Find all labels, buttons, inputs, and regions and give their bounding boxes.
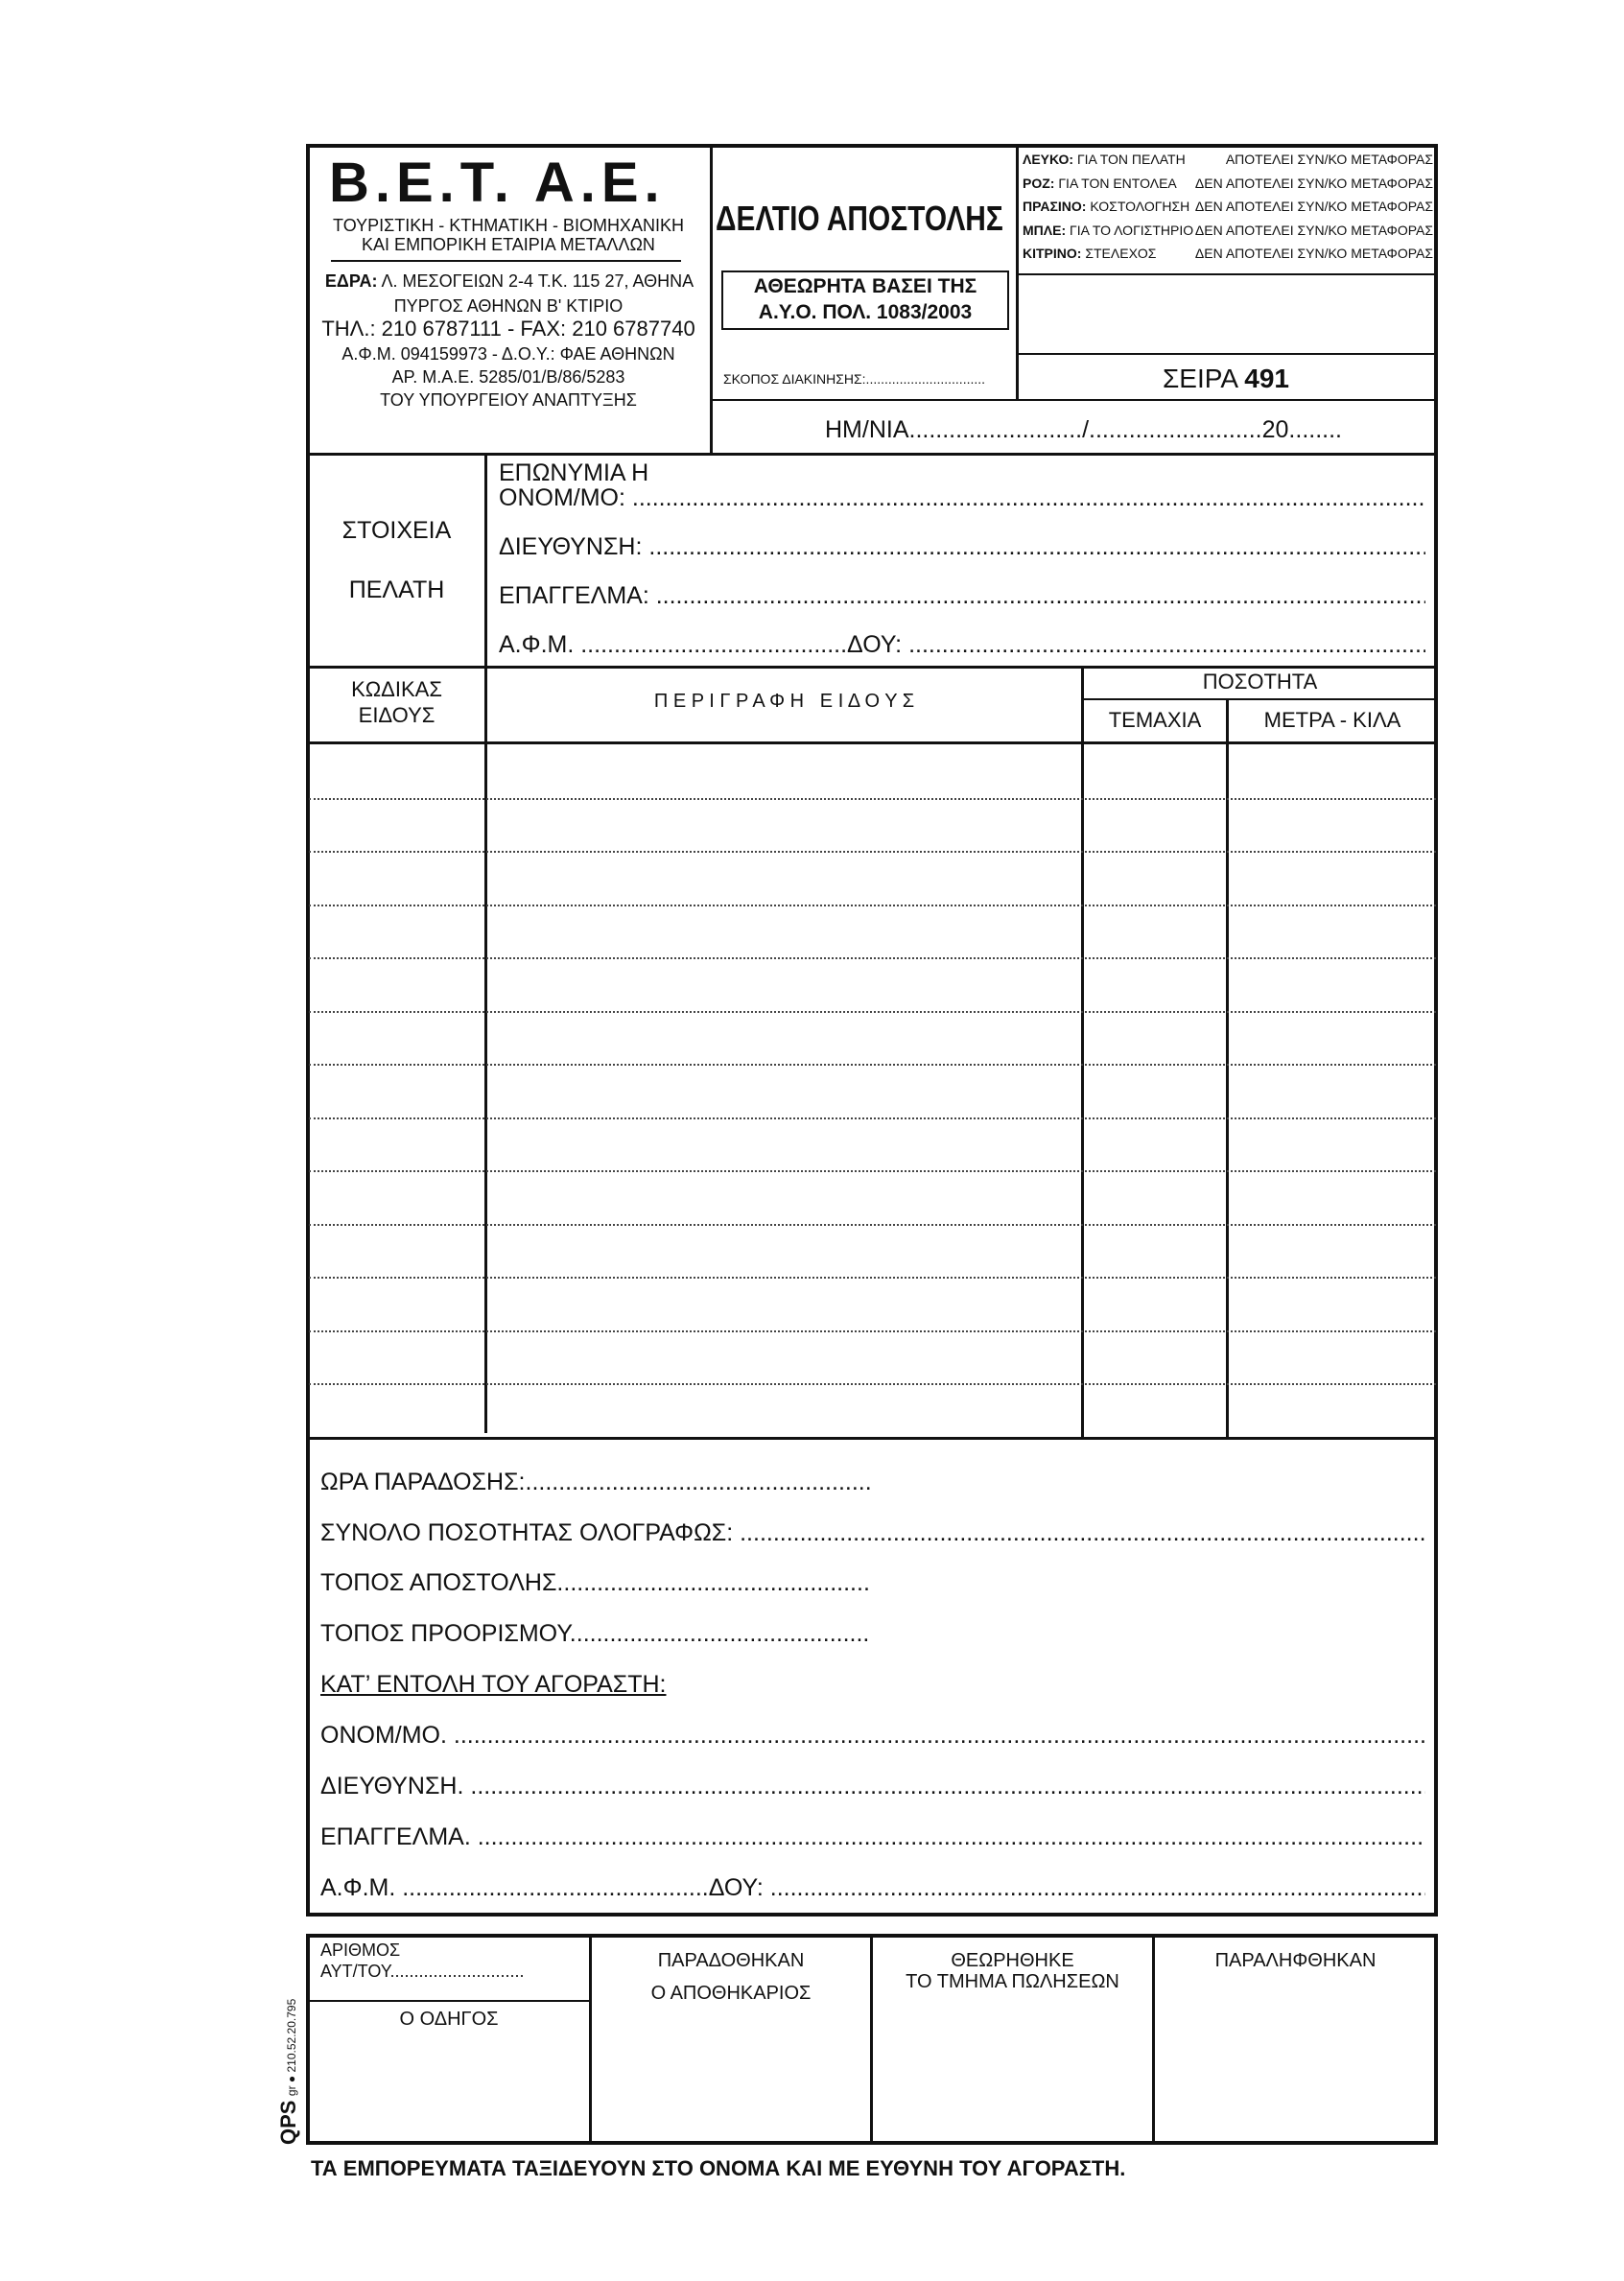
copy-row (1023, 152, 1433, 173)
copy-color: ΠΡΑΣΙΝΟ: (1023, 199, 1087, 214)
header-divider-2 (1016, 144, 1019, 401)
exempt-line-1: ΑΘΕΩΡΗΤΑ ΒΑΣΕΙ ΤΗΣ (753, 275, 977, 297)
delivery-time-field[interactable]: ΩΡΑ ΠΑΡΑΔΟΣΗΣ:.................................................... (320, 1469, 872, 1495)
total-quantity-field[interactable] (320, 1521, 1425, 1545)
meters-header: ΜΕΤΡΑ - ΚΙΛΑ (1263, 708, 1401, 732)
copy-recipient: ΚΟΣΤΟΛΟΓΗΣΗ (1090, 199, 1190, 214)
table-row[interactable] (309, 1330, 1436, 1384)
customer-address-label: ΔΙΕΥΘΥΝΣΗ: (499, 535, 643, 559)
header-divider-1 (710, 144, 713, 454)
copy-recipient: ΓΙΑ ΤΟΝ ΠΕΛΑΤΗ (1076, 152, 1186, 167)
company-name: B.E.T. A.E. (329, 152, 666, 214)
header-bottom-line (306, 453, 1436, 456)
delivered-label: ΠΑΡΑΔΟΘΗΚΑΝ (657, 1950, 805, 1971)
table-row[interactable] (309, 1011, 1436, 1065)
copy-note: ΑΠΟΤΕΛΕΙ ΣΥΝ/ΚΟ ΜΕΤΑΦΟΡΑΣ (1225, 152, 1433, 167)
sales-label: ΤΟ ΤΜΗΜΑ ΠΩΛΗΣΕΩΝ (906, 1971, 1119, 1992)
company-seat (311, 272, 708, 290)
copy-color: ΜΠΛΕ: (1023, 222, 1067, 238)
customer-afm-label: Α.Φ.Μ. ........................................ΔΟΥ: (499, 633, 903, 657)
copy-destination (1023, 246, 1156, 261)
items-bottom-line (306, 1437, 1436, 1440)
table-row[interactable] (309, 851, 1436, 905)
company-phone: ΤΗΛ.: 210 6787111 - FAX: 210 6787740 (321, 317, 695, 341)
copy-note: ΔΕΝ ΑΠΟΤΕΛΕΙ ΣΥΝ/ΚΟ ΜΕΤΑΦΟΡΑΣ (1194, 175, 1433, 191)
company-desc-2: ΚΑΙ ΕΜΠΟΡΙΚΗ ΕΤΑΙΡΙΑ ΜΕΤΑΛΛΩΝ (362, 235, 655, 254)
copy-destination (1023, 223, 1193, 238)
sig-vehicle-line (306, 2000, 590, 2002)
buyer-address-label: ΔΙΕΥΘΥΝΣΗ. (320, 1775, 464, 1799)
quantity-subline (1081, 698, 1436, 700)
received-label: ΠΑΡΑΛΗΦΘΗΚΑΝ (1214, 1950, 1377, 1971)
customer-bottom-line (306, 666, 1436, 669)
customer-address-field[interactable] (499, 535, 1425, 559)
company-mae: ΑΡ. Μ.Α.Ε. 5285/01/Β/86/5283 (391, 367, 625, 387)
header-line-copies (1016, 273, 1436, 275)
printer-logo: QPS (276, 2100, 300, 2145)
customer-label-1: ΣΤΟΙΧΕΙΑ (341, 517, 452, 544)
footer-note: ΤΑ ΕΜΠΟΡΕΥΜΑΤΑ ΤΑΞΙΔΕΥΟΥΝ ΣΤΟ ΟΝΟΜΑ ΚΑΙ ΜΕ ΕΥΘΥΝΗ ΤΟΥ ΑΓΟΡΑΣΤΗ. (311, 2156, 1126, 2180)
table-row[interactable] (309, 1170, 1436, 1224)
table-row[interactable] (309, 1383, 1436, 1437)
series-number (1019, 365, 1433, 392)
copy-row (1023, 176, 1433, 197)
date-field[interactable]: ΗΜ/ΝΙΑ........................../..........................20........ (825, 416, 1343, 443)
table-row[interactable] (309, 1224, 1436, 1278)
copy-recipient: ΣΤΕΛΕΧΟΣ (1085, 246, 1157, 261)
table-row[interactable] (309, 744, 1436, 798)
buyer-profession-label: ΕΠΑΓΓΕΛΜΑ. (320, 1825, 471, 1849)
customer-profession-field[interactable] (499, 584, 1425, 608)
copy-recipient: ΓΙΑ ΤΟ ΛΟΓΙΣΤΗΡΙΟ (1070, 222, 1194, 238)
origin-field[interactable]: ΤΟΠΟΣ ΑΠΟΣΤΟΛΗΣ............................................... (320, 1569, 870, 1596)
driver-label: Ο ΟΔΗΓΟΣ (399, 2009, 499, 2030)
copy-destination (1023, 176, 1177, 191)
code-header-2: ΕΙΔΟΥΣ (358, 703, 435, 727)
copy-row (1023, 223, 1433, 244)
exempt-line-2: Α.Υ.Ο. ΠΟΛ. 1083/2003 (758, 301, 973, 323)
vehicle-field[interactable]: ΑΥΤ/ΤΟΥ............................ (320, 1962, 525, 1981)
buyer-profession-field[interactable] (320, 1825, 1425, 1849)
copy-color: ΡΟΖ: (1023, 175, 1055, 191)
header-line-series (1016, 353, 1436, 355)
table-row[interactable] (309, 905, 1436, 958)
customer-profession-label: ΕΠΑΓΓΕΛΜΑ: (499, 584, 649, 608)
company-underline (331, 260, 681, 262)
checked-label: ΘΕΩΡΗΘΗΚΕ (951, 1950, 1074, 1971)
customer-name-label-2: ΟΝΟΜ/ΜΟ: (499, 486, 625, 510)
vehicle-label-1: ΑΡΙΘΜΟΣ (320, 1940, 401, 1960)
series-value: 491 (1244, 364, 1289, 393)
buyer-afm-field[interactable] (320, 1876, 1425, 1900)
printer-info: gr ● 210.52.20.795 (285, 1998, 298, 2097)
buyer-title: ΚΑΤ’ ΕΝΤΟΛΗ ΤΟΥ ΑΓΟΡΑΣΤΗ: (320, 1671, 667, 1698)
header-line-date (710, 399, 1436, 401)
copy-color: ΛΕΥΚΟ: (1023, 152, 1074, 167)
copy-row (1023, 199, 1433, 220)
copy-note: ΔΕΝ ΑΠΟΤΕΛΕΙ ΣΥΝ/ΚΟ ΜΕΤΑΦΟΡΑΣ (1194, 246, 1433, 261)
table-row[interactable] (309, 1277, 1436, 1330)
printer-mark (276, 1934, 305, 2145)
copy-note: ΔΕΝ ΑΠΟΤΕΛΕΙ ΣΥΝ/ΚΟ ΜΕΤΑΦΟΡΑΣ (1194, 199, 1433, 214)
seat-label: ΕΔΡΑ: (324, 271, 378, 291)
company-building: ΠΥΡΓΟΣ ΑΘΗΝΩΝ Β' ΚΤΙΡΙΟ (393, 296, 624, 316)
company-desc-1: ΤΟΥΡΙΣΤΙΚΗ - ΚΤΗΜΑΤΙΚΗ - ΒΙΟΜΗΧΑΝΙΚΗ (333, 216, 684, 235)
company-tax: Α.Φ.Μ. 094159973 - Δ.Ο.Υ.: ΦΑΕ ΑΘΗΝΩΝ (341, 344, 675, 364)
doc-title: ΔΕΛΤΙΟ ΑΠΟΣΤΟΛΗΣ (716, 199, 1003, 238)
customer-afm-field[interactable] (499, 633, 1425, 657)
copy-destination (1023, 152, 1186, 167)
customer-label-2: ΠΕΛΑΤΗ (348, 576, 445, 603)
buyer-address-field[interactable] (320, 1775, 1425, 1799)
copy-row (1023, 246, 1433, 267)
pieces-header: ΤΕΜΑΧΙΑ (1108, 708, 1202, 732)
quantity-header: ΠΟΣΟΤΗΤΑ (1202, 670, 1318, 694)
destination-field[interactable]: ΤΟΠΟΣ ΠΡΟΟΡΙΣΜΟΥ............................................. (320, 1620, 870, 1647)
table-row[interactable] (309, 1117, 1436, 1171)
table-row[interactable] (309, 957, 1436, 1011)
buyer-afm-label: Α.Φ.Μ. ..............................................ΔΟΥ: (320, 1876, 764, 1900)
storekeeper-label: Ο ΑΠΟΘΗΚΑΡΙΟΣ (650, 1983, 812, 2004)
description-header: Π Ε Ρ Ι Γ Ρ Α Φ Η Ε Ι Δ Ο Υ Σ (653, 691, 915, 712)
code-header-1: ΚΩΔΙΚΑΣ (351, 677, 442, 701)
customer-name-field[interactable] (499, 486, 1425, 510)
copy-destination (1023, 199, 1189, 214)
buyer-name-label: ΟΝΟΜ/ΜΟ. (320, 1724, 447, 1748)
seat-address: Λ. ΜΕΣΟΓΕΙΩΝ 2-4 Τ.Κ. 115 27, ΑΘΗΝΑ (381, 271, 694, 291)
table-row[interactable] (309, 798, 1436, 852)
purpose-field[interactable]: ΣΚΟΠΟΣ ΔΙΑΚΙΝΗΣΗΣ:................................ (723, 371, 986, 387)
total-quantity-label: ΣΥΝΟΛΟ ΠΟΣΟΤΗΤΑΣ ΟΛΟΓΡΑΦΩΣ: (320, 1521, 734, 1545)
buyer-name-field[interactable] (320, 1724, 1425, 1748)
company-ministry: ΤΟΥ ΥΠΟΥΡΓΕΙΟΥ ΑΝΑΠΤΥΞΗΣ (380, 390, 637, 410)
table-row[interactable] (309, 1064, 1436, 1117)
copy-recipient: ΓΙΑ ΤΟΝ ΕΝΤΟΛΕΑ (1058, 175, 1177, 191)
customer-name-label: ΕΠΩΝΥΜΙΑ Η (499, 459, 649, 486)
copy-note: ΔΕΝ ΑΠΟΤΕΛΕΙ ΣΥΝ/ΚΟ ΜΕΤΑΦΟΡΑΣ (1194, 222, 1433, 238)
series-label: ΣΕΙΡΑ (1163, 364, 1237, 393)
copy-color: ΚΙΤΡΙΝΟ: (1023, 246, 1082, 261)
